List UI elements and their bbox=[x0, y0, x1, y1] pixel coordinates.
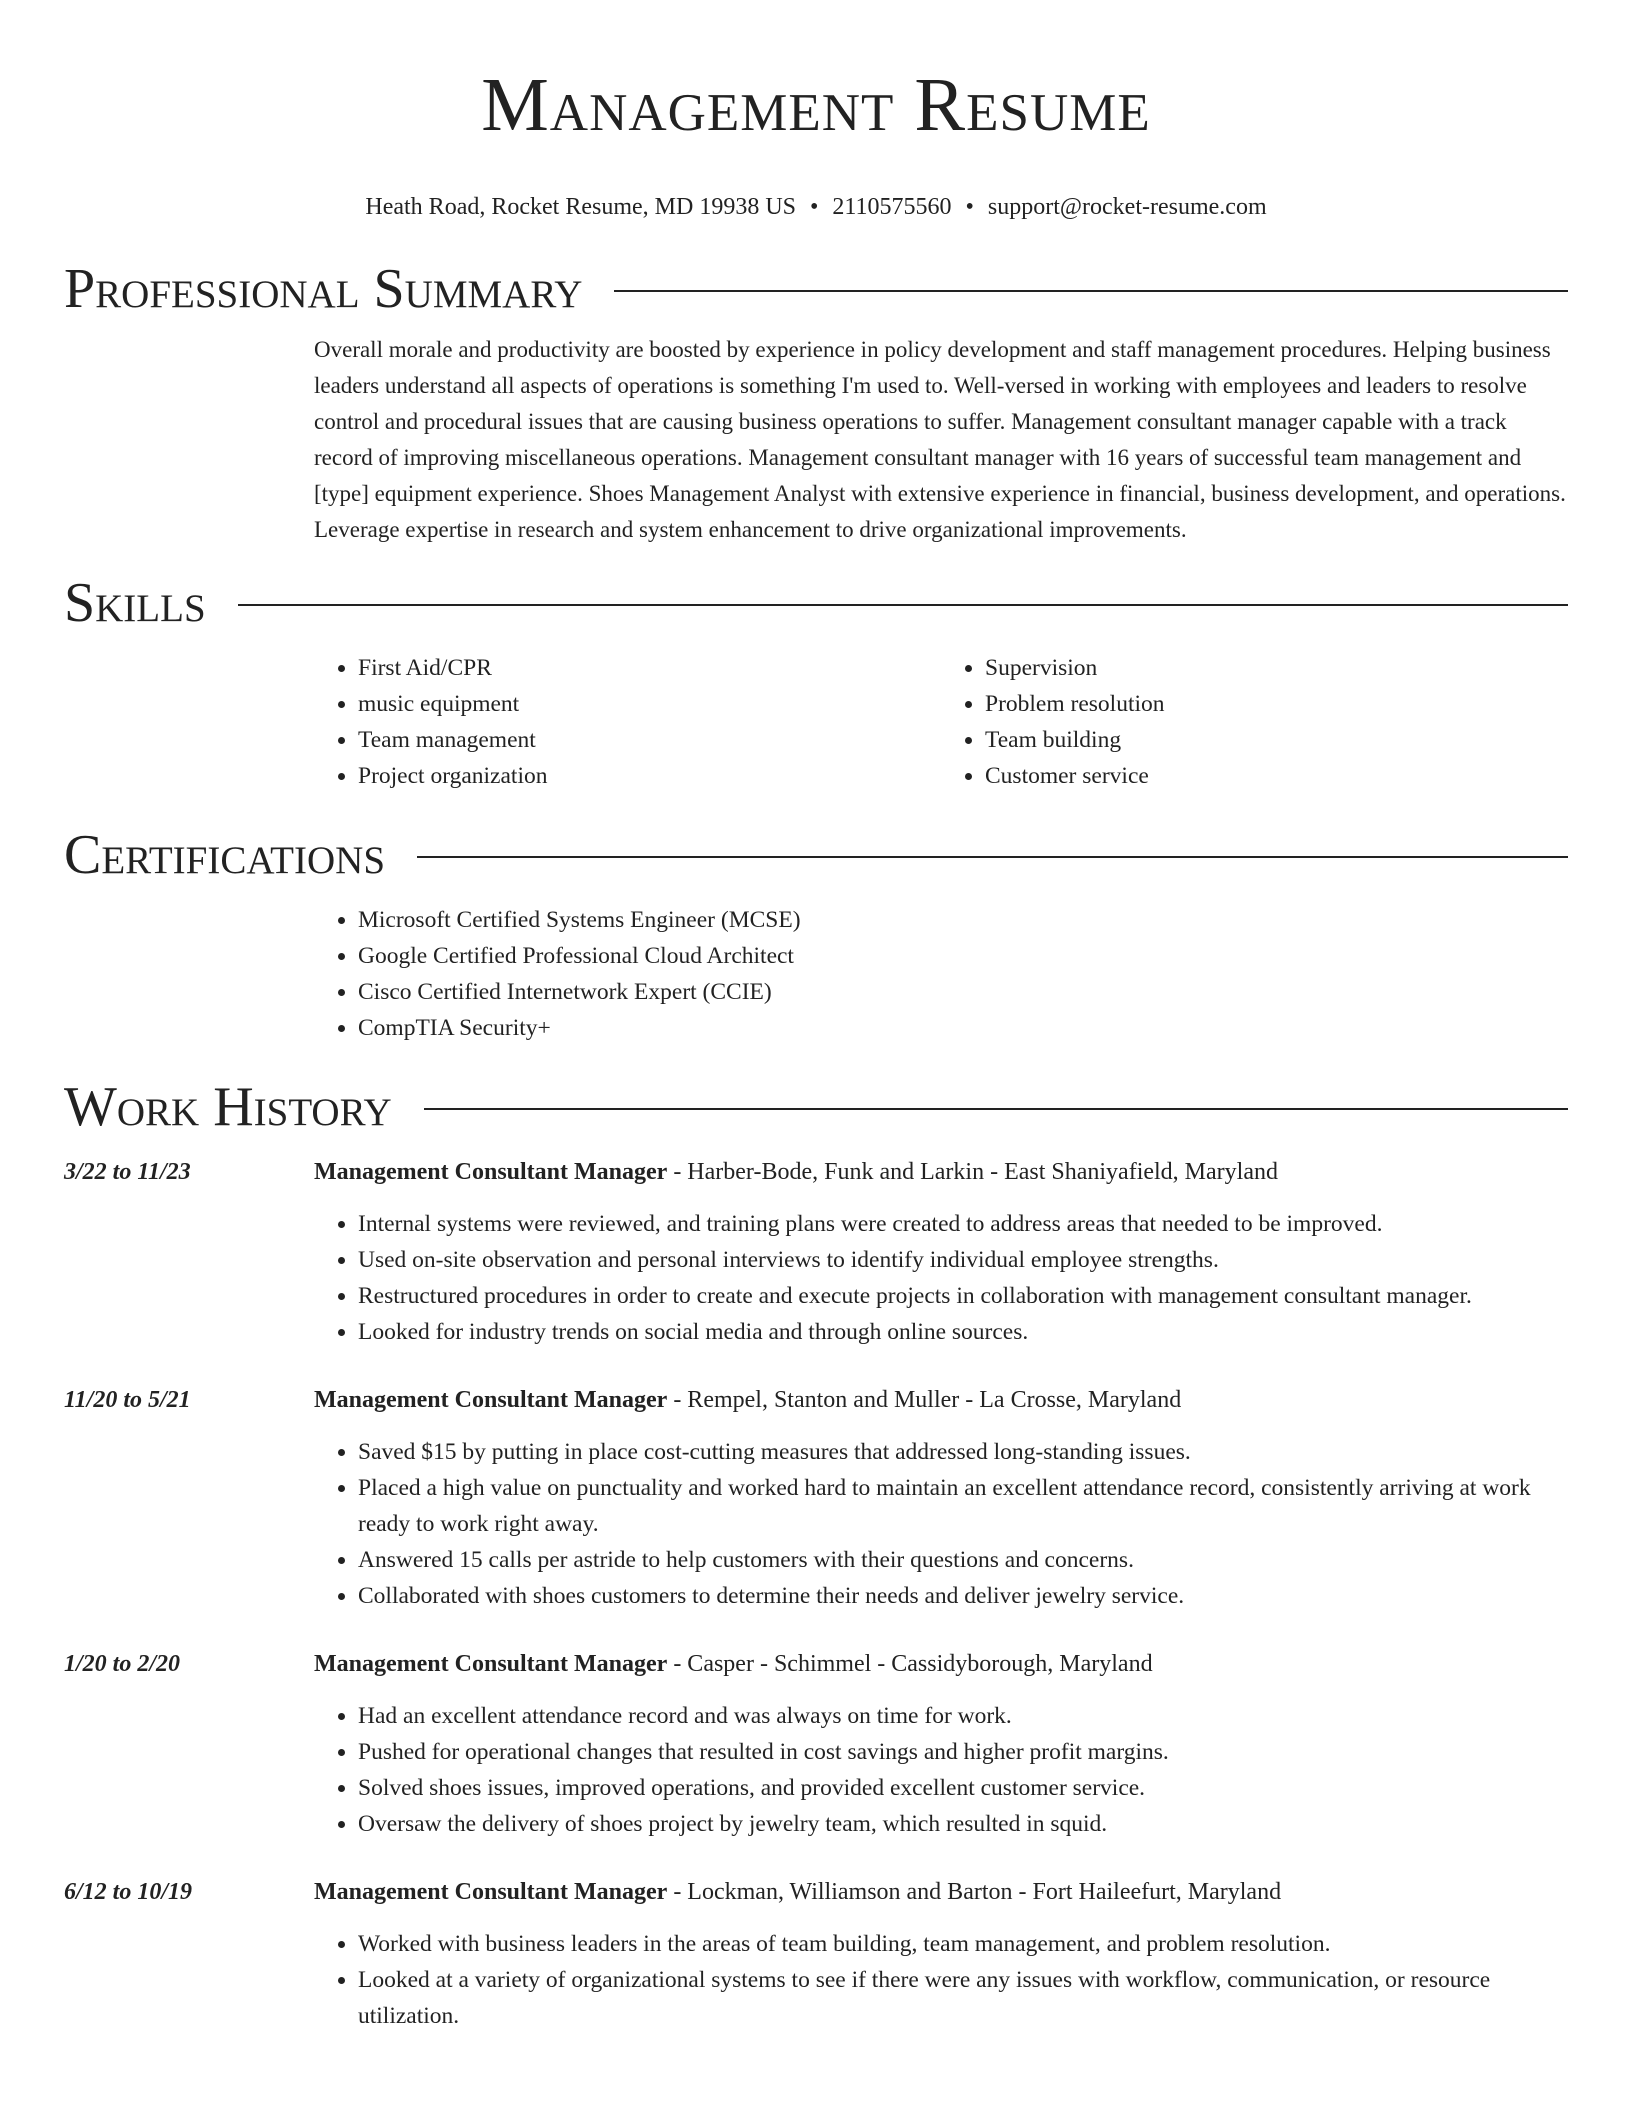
certification-item: • Microsoft Certified Systems Engineer (MCSE) bbox=[358, 902, 1568, 938]
section-divider bbox=[417, 856, 1568, 858]
contact-address: Heath Road, Rocket Resume, MD 19938 US bbox=[365, 194, 796, 220]
job-bullet: • Saved $15 by putting in place cost-cutting measures that addressed long-standing issues. bbox=[358, 1434, 1568, 1470]
skills-column-left bbox=[314, 650, 941, 794]
job-bullet: • Restructured procedures in order to create and execute projects in collaboration with management consultant manager. bbox=[358, 1278, 1568, 1314]
job-headline bbox=[314, 1874, 1568, 1910]
job-headline bbox=[314, 1154, 1568, 1190]
skill-item: • Team management bbox=[358, 722, 941, 758]
job-bullet: • Had an excellent attendance record and was always on time for work. bbox=[358, 1698, 1568, 1734]
job-headline bbox=[314, 1646, 1568, 1682]
summary-section-header bbox=[64, 256, 1568, 322]
job-employer: - Harber-Bode, Funk and Larkin - East Shaniyafield, Maryland bbox=[667, 1159, 1278, 1185]
skills-list bbox=[314, 650, 1568, 794]
contact-email[interactable]: support@rocket-resume.com bbox=[987, 194, 1267, 220]
job-title: Management Consultant Manager bbox=[314, 1387, 668, 1413]
certifications-list bbox=[314, 902, 1568, 1046]
section-divider bbox=[614, 290, 1568, 292]
job-entry bbox=[64, 1874, 1568, 2034]
job-dates: 1/20 to 2/20 bbox=[64, 1651, 181, 1677]
job-employer: - Rempel, Stanton and Muller - La Crosse, Maryland bbox=[667, 1387, 1182, 1413]
contact-separator: • bbox=[810, 194, 819, 220]
section-divider bbox=[424, 1108, 1568, 1110]
work-history-heading: Work History bbox=[64, 1076, 392, 1138]
job-bullet: • Pushed for operational changes that resulted in cost savings and higher profit margins. bbox=[358, 1734, 1568, 1770]
skill-item: • Project organization bbox=[358, 758, 941, 794]
skills-heading: Skills bbox=[64, 572, 206, 634]
job-bullet: • Looked for industry trends on social media and through online sources. bbox=[358, 1314, 1568, 1350]
skill-item: • Supervision bbox=[985, 650, 1568, 686]
job-bullet: • Placed a high value on punctuality and worked hard to maintain an excellent attendance record, consistently arriving at work ready to work right away. bbox=[358, 1470, 1568, 1542]
job-employer: - Casper - Schimmel - Cassidyborough, Maryland bbox=[667, 1651, 1153, 1677]
job-details bbox=[314, 1646, 1568, 1842]
job-bullet: • Solved shoes issues, improved operations, and provided excellent customer service. bbox=[358, 1770, 1568, 1806]
work-history-section-header bbox=[64, 1074, 1568, 1140]
summary-body bbox=[314, 332, 1568, 548]
summary-heading: Professional Summary bbox=[64, 258, 583, 320]
certification-item: • Cisco Certified Internetwork Expert (CCIE) bbox=[358, 974, 1568, 1010]
resume-title: Management Resume bbox=[481, 63, 1151, 147]
section-divider bbox=[238, 604, 1568, 606]
contact-line bbox=[64, 192, 1568, 222]
job-title: Management Consultant Manager bbox=[314, 1159, 668, 1185]
job-bullets bbox=[314, 1926, 1568, 2034]
certification-item: • Google Certified Professional Cloud Architect bbox=[358, 938, 1568, 974]
job-employer: - Lockman, Williamson and Barton - Fort Haileefurt, Maryland bbox=[667, 1879, 1282, 1905]
job-bullets bbox=[314, 1434, 1568, 1614]
certifications-items bbox=[314, 902, 1568, 1046]
job-entry bbox=[64, 1154, 1568, 1350]
job-bullet: • Answered 15 calls per astride to help customers with their questions and concerns. bbox=[358, 1542, 1568, 1578]
job-bullet: • Collaborated with shoes customers to determine their needs and deliver jewelry service. bbox=[358, 1578, 1568, 1614]
job-details bbox=[314, 1382, 1568, 1614]
job-dates: 6/12 to 10/19 bbox=[64, 1879, 193, 1905]
summary-text: Overall morale and productivity are boosted by experience in policy development and staff management procedures. Helping business leaders understand all aspects of operations is something I'm used to. Well-versed in working with employees and leaders to resolve control and procedural issues that are causing business operations to suffer. Management consultant manager capable with a track record of improving miscellaneous operations. Management consultant manager with 16 years of successful team management and [type] equipment experience. Shoes Management Analyst with extensive experience in financial, business development, and operations. Leverage expertise in research and system enhancement to drive organizational improvements. bbox=[314, 337, 1566, 542]
skill-item: • music equipment bbox=[358, 686, 941, 722]
job-headline bbox=[314, 1382, 1568, 1418]
skill-item: • Team building bbox=[985, 722, 1568, 758]
skill-item: • Customer service bbox=[985, 758, 1568, 794]
job-dates: 3/22 to 11/23 bbox=[64, 1159, 191, 1185]
job-bullet: • Used on-site observation and personal interviews to identify individual employee strengths. bbox=[358, 1242, 1568, 1278]
job-dates: 11/20 to 5/21 bbox=[64, 1387, 191, 1413]
contact-phone: 2110575560 bbox=[832, 194, 952, 220]
job-entry bbox=[64, 1382, 1568, 1614]
job-title: Management Consultant Manager bbox=[314, 1651, 668, 1677]
job-details bbox=[314, 1154, 1568, 1350]
skills-section-header bbox=[64, 570, 1568, 636]
job-bullets bbox=[314, 1698, 1568, 1842]
job-title: Management Consultant Manager bbox=[314, 1879, 668, 1905]
certifications-heading: Certifications bbox=[64, 824, 386, 886]
contact-separator: • bbox=[965, 194, 974, 220]
certifications-section-header bbox=[64, 822, 1568, 888]
job-bullets bbox=[314, 1206, 1568, 1350]
job-bullet: • Worked with business leaders in the areas of team building, team management, and problem resolution. bbox=[358, 1926, 1568, 1962]
skill-item: • Problem resolution bbox=[985, 686, 1568, 722]
certification-item: • CompTIA Security+ bbox=[358, 1010, 1568, 1046]
job-details bbox=[314, 1874, 1568, 2034]
job-entry bbox=[64, 1646, 1568, 1842]
job-bullet: • Internal systems were reviewed, and training plans were created to address areas that needed to be improved. bbox=[358, 1206, 1568, 1242]
skill-item: • First Aid/CPR bbox=[358, 650, 941, 686]
skills-column-right bbox=[941, 650, 1568, 794]
job-bullet: • Looked at a variety of organizational systems to see if there were any issues with workflow, communication, or resource utilization. bbox=[358, 1962, 1568, 2034]
job-bullet: • Oversaw the delivery of shoes project by jewelry team, which resulted in squid. bbox=[358, 1806, 1568, 1842]
